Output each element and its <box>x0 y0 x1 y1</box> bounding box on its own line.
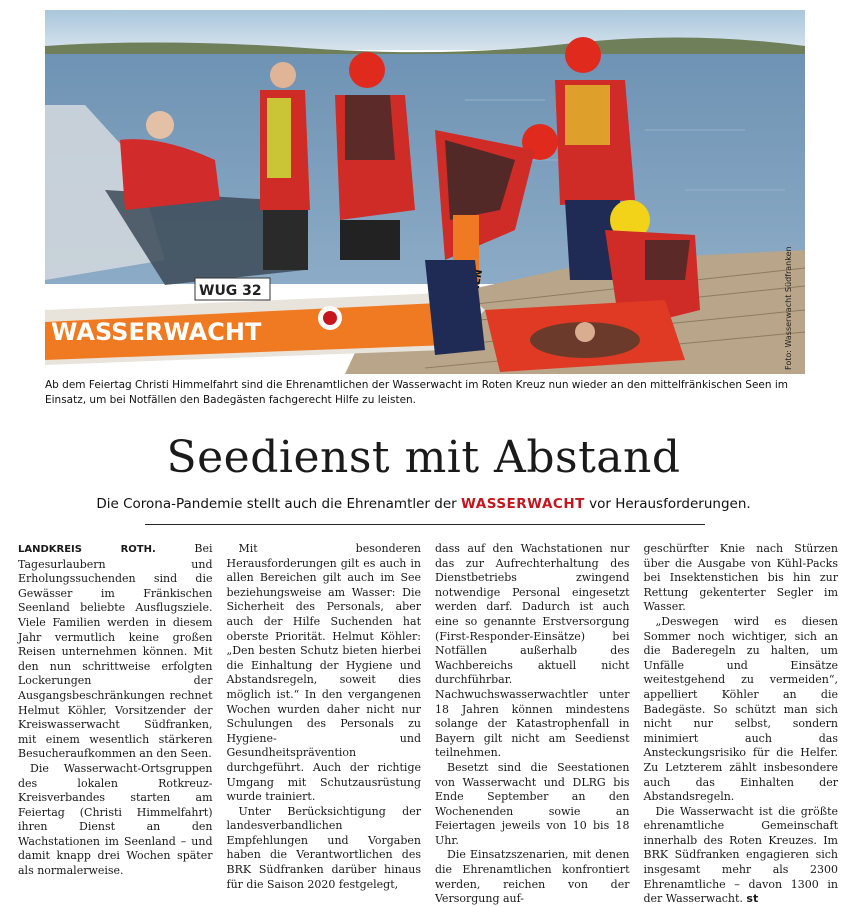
article-body <box>18 542 838 906</box>
paragraph: „Deswegen wird es diesen Sommer noch wichtiger, sich an die Baderegeln zu halten, um Unfälle und Einsätze weitestgehend zu vermeiden“, appelliert Köhler an die Badegäste. So schützt man sich nicht nur selbst, sondern minimiert auch das Ansteckungsrisiko für die Helfer. Zu Letzterem zählt insbesondere auch das Einhalten der Abstandsregeln. <box>643 614 838 804</box>
subhead-after: vor Herausforderungen. <box>584 496 751 512</box>
article-photo <box>45 10 805 374</box>
headline: Seedienst mit Abstand <box>166 432 681 483</box>
subheadline <box>0 494 847 514</box>
paragraph: Unter Berücksichtigung der landesverbandlichen Empfehlungen und Vorgaben haben die Verantwortlichen des BRK Südfranken darüber hinaus für die Saison 2020 festgelegt, <box>226 804 421 891</box>
article-column-2 <box>226 542 422 891</box>
paragraph-text: Bei Tagesurlaubern und Erholungssuchenden sind die Gewässer im Fränkischen Seenland beliebte Ausflugsziele. Viele Familien werden in diesem Jahr vermutlich keine großen Reisen unternehmen können. Mit den nun schrittweise erfolgten Lockerungen der Ausgangsbeschränkungen rechnet Helmut Köhler, Vorsitzender der Kreiswasserwacht Südfranken, mit einem wesentlich stärkeren Besucheraufkommen an den Seen. <box>18 542 213 761</box>
paragraph: Mit besonderen Herausforderungen gilt es auch in allen Bereichen gilt auch im See beziehungsweise am Wasser: Die Sicherheit des Personals, aber auch der Hilfe Suchenden hat oberste Priorität. Helmut Köhler: „Den besten Schutz bieten hierbei die Einhaltung der Hygiene und Abstandsregeln, soweit dies möglich ist.“ In den vergangenen Wochen wurden daher nicht nur Schulungen des Personals zu Hygiene- und Gesundheitsprävention durchgeführt. Auch der richtige Umgang mit Schutzausrüstung wurde trainiert. <box>226 542 421 804</box>
water-rescue-photo <box>45 10 805 374</box>
paragraph: Die Wasserwacht-Ortsgruppen des lokalen Rotkreuz-Kreisverbandes starten am Feiertag (Christi Himmelfahrt) ihren Dienst an den Wachstationen im Seenland – und damit knapp drei Wochen später als normalerweise. <box>18 761 213 878</box>
article-column-3 <box>435 542 630 906</box>
boat-plate: WUG 32 <box>199 283 262 299</box>
paragraph <box>18 542 213 762</box>
article-column-1 <box>18 542 213 878</box>
paragraph: geschürfter Knie nach Stürzen über die Ausgabe von Kühl-Packs bei Insektenstichen bis hin zur Rettung gekenterter Segler im Wasser. <box>643 542 838 614</box>
photo-caption: Ab dem Feiertag Christi Himmelfahrt sind die Ehrenamtlichen der Wasserwacht im Roten Kreuz nun wieder an den mittelfränkischen Seen im Einsatz, um bei Notfällen den Badegästen fachgerecht Hilfe zu leisten. <box>45 379 789 406</box>
subhead-highlight: WASSERWACHT <box>460 496 585 512</box>
article-column-4 <box>643 542 839 906</box>
paragraph <box>644 805 839 907</box>
boat-label: WASSERWACHT <box>51 318 262 346</box>
paragraph: dass auf den Wachstationen nur das zur Aufrechterhaltung des Dienstbetriebs zwingend notwendige Personal eingesetzt werden darf. Dadurch ist auch eine so genannte Erstversorgung (First-Responder-Einsätze) bei Notfällen außerhalb des Wachbereichs aktuell nicht durchführbar. Nachwuchswasserwachtler unter 18 Jahren können mindestens solange der Katastrophenfall in Bayern gilt nicht am Seedienst teilnehmen. <box>435 542 630 760</box>
paragraph-text: Die Wasserwacht ist die größte ehrenamtliche Gemeinschaft innerhalb des Roten Kreuzes. Im BRK Südfranken engagieren sich insgesamt mehr als 2300 Ehrenamtliche – davon 1300 in der Wasserwacht. <box>643 804 838 906</box>
photo-credit: Foto: Wasserwacht Südfranken <box>784 246 793 370</box>
paragraph: Besetzt sind die Seestationen von Wasserwacht und DLRG bis Ende September an den Wochenenden sowie an Feiertagen jeweils von 10 bis 18 Uhr. <box>435 760 630 847</box>
paragraph: Die Einsatzszenarien, mit denen die Ehrenamtlichen konfrontiert werden, reichen von der Versorgung auf- <box>435 848 630 906</box>
dateline: LANDKREIS ROTH. <box>18 544 156 555</box>
author-mark: st <box>746 892 759 906</box>
subhead-before: Die Corona-Pandemie stellt auch die Ehrenamtler der <box>96 496 461 512</box>
headline-rule <box>145 524 705 525</box>
